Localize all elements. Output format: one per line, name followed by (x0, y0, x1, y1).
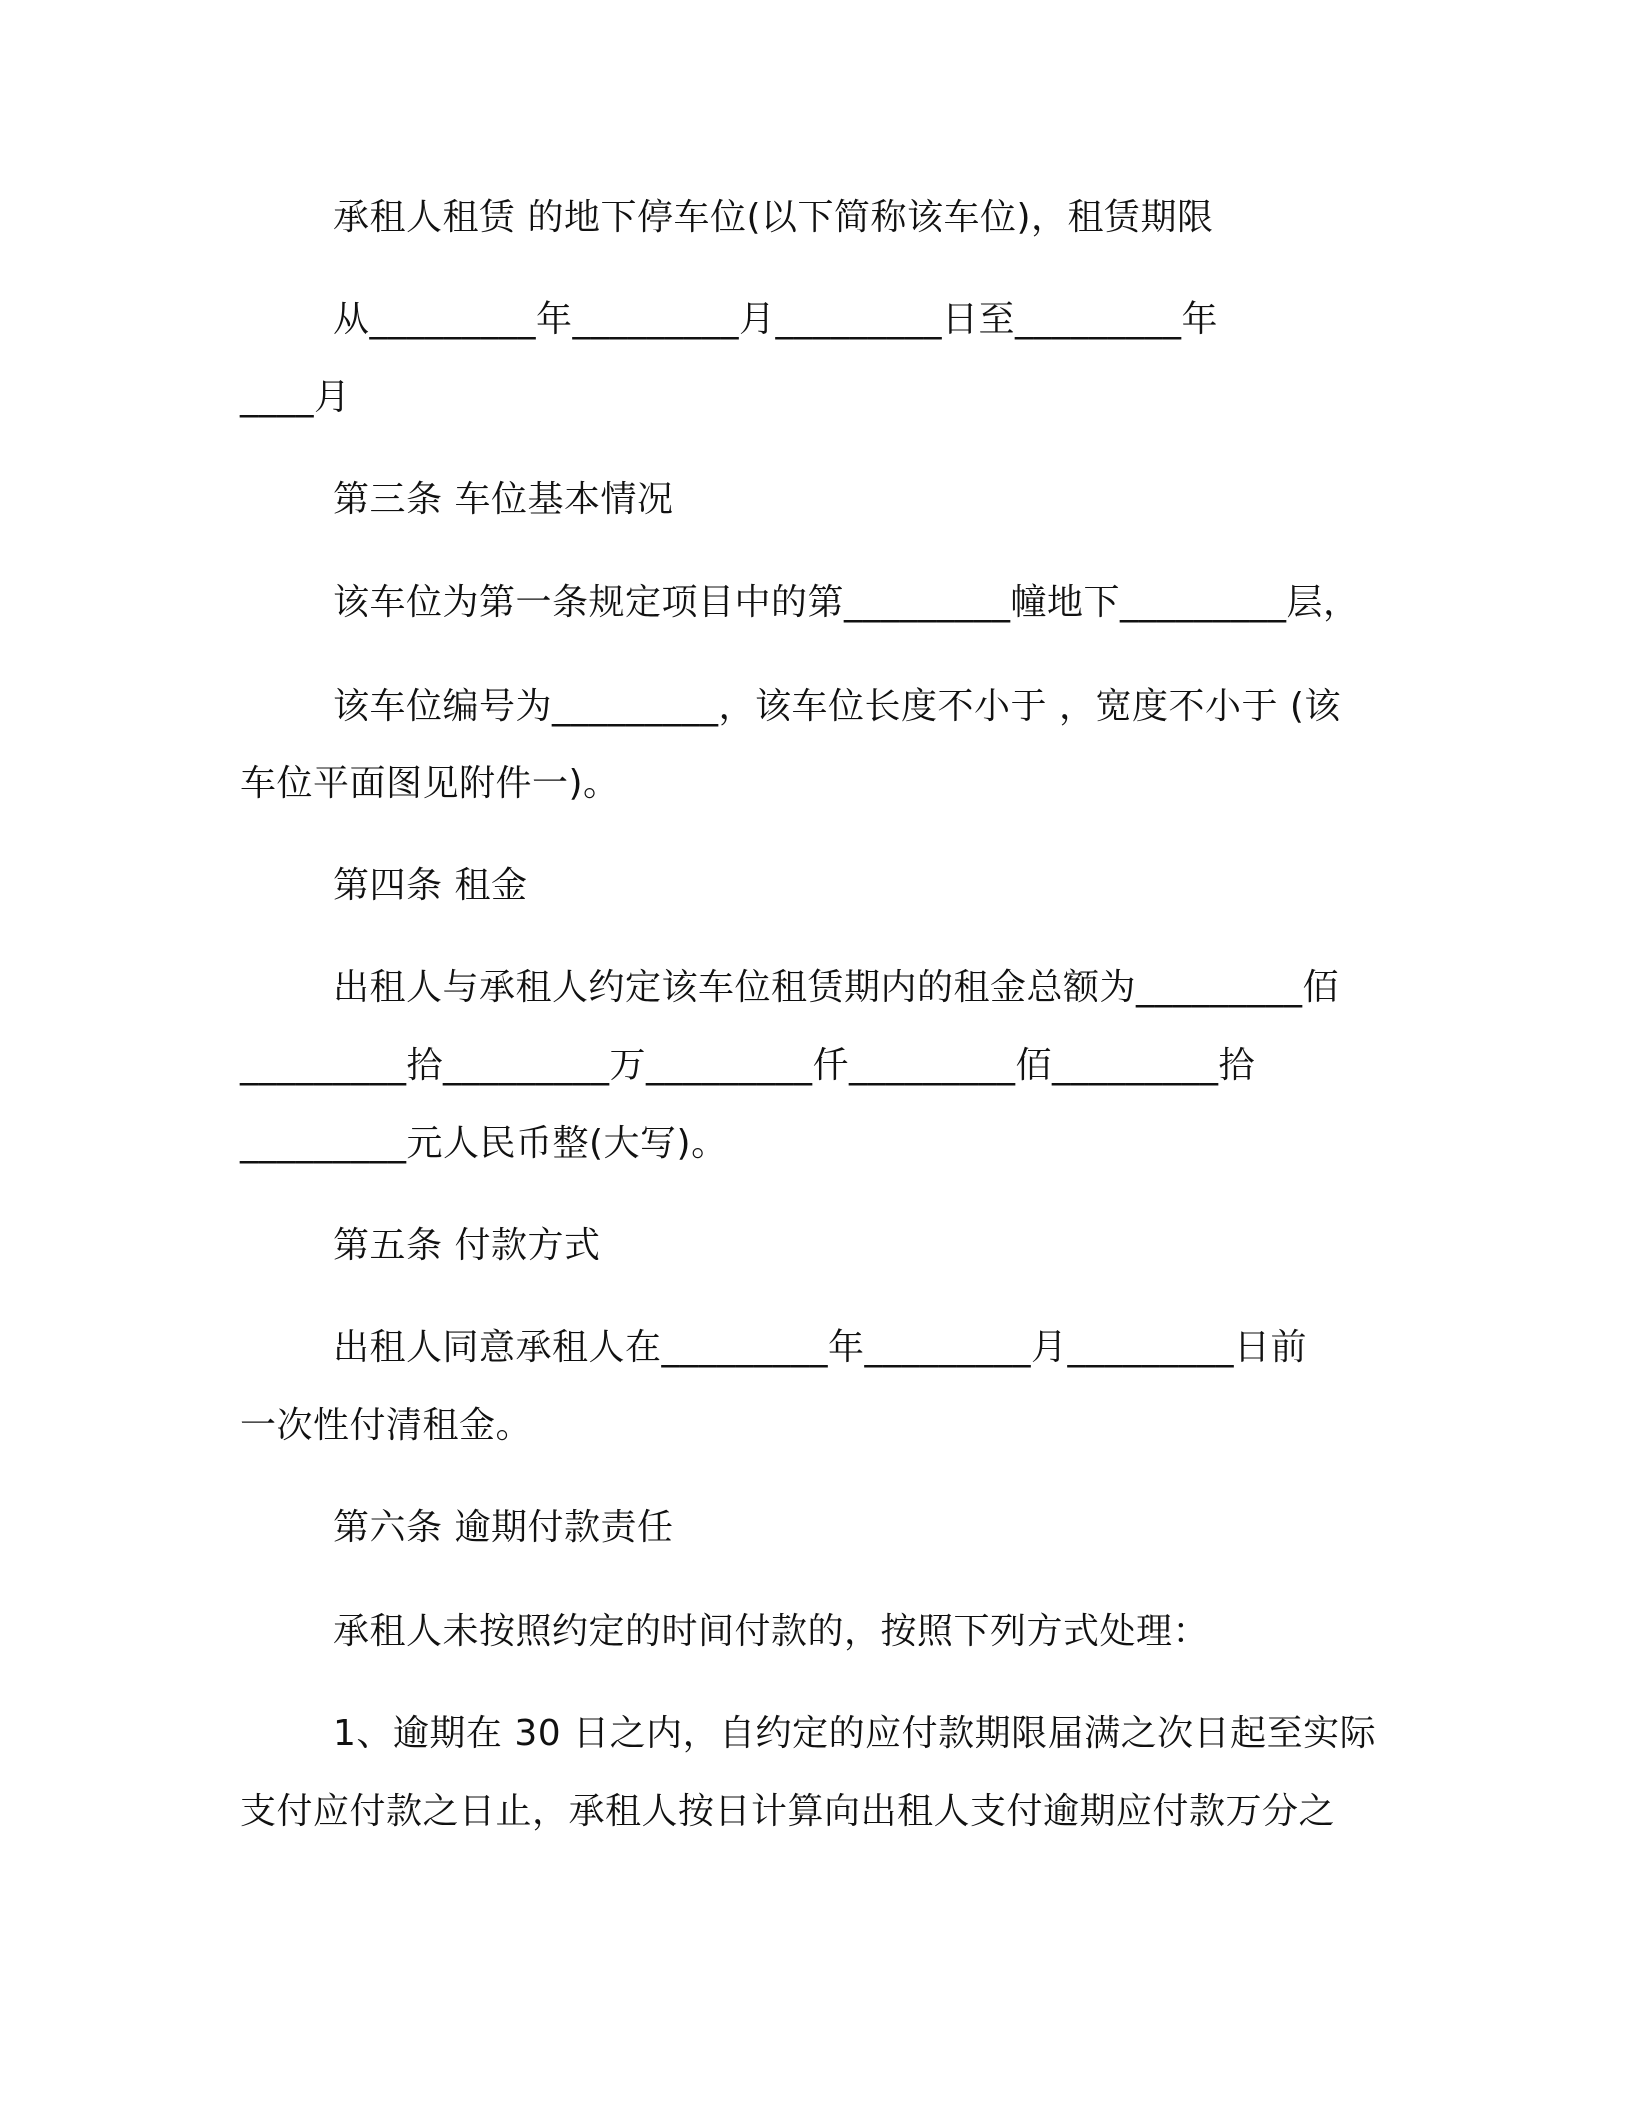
paragraph-line: 1、逾期在 30 日之内，自约定的应付款期限届满之次日起至实际 (333, 1713, 1377, 1754)
section-heading: 第四条 租金 (333, 865, 528, 906)
section-heading: 第三条 车位基本情况 (333, 479, 674, 520)
paragraph-line: 承租人租赁 的地下停车位(以下简称该车位)，租赁期限 (333, 197, 1214, 238)
paragraph-line: 支付应付款之日止，承租人按日计算向出租人支付逾期应付款万分之 (240, 1791, 1336, 1832)
paragraph-line: 车位平面图见附件一)。 (240, 763, 620, 804)
paragraph-line: _________拾_________万_________仟_________佰_________拾 (240, 1045, 1255, 1086)
paragraph-line: 出租人同意承租人在_________年_________月_________日前 (333, 1327, 1308, 1368)
paragraph-line: 承租人未按照约定的时间付款的，按照下列方式处理： (333, 1611, 1210, 1652)
paragraph-line: ____月 (240, 377, 351, 418)
paragraph-line: 出租人与承租人约定该车位租赁期内的租金总额为_________佰 (333, 967, 1340, 1008)
section-heading: 第六条 逾期付款责任 (333, 1507, 674, 1548)
paragraph-line: _________元人民币整(大写)。 (240, 1123, 728, 1164)
paragraph-line: 该车位为第一条规定项目中的第_________幢地下_________层， (333, 582, 1360, 623)
paragraph-line: 该车位编号为_________，该车位长度不小于 ，宽度不小于 (该 (333, 686, 1341, 727)
paragraph-line: 一次性付清租金。 (240, 1405, 533, 1446)
section-heading: 第五条 付款方式 (333, 1225, 601, 1266)
paragraph-line: 从_________年_________月_________日至_________年 (333, 299, 1219, 340)
